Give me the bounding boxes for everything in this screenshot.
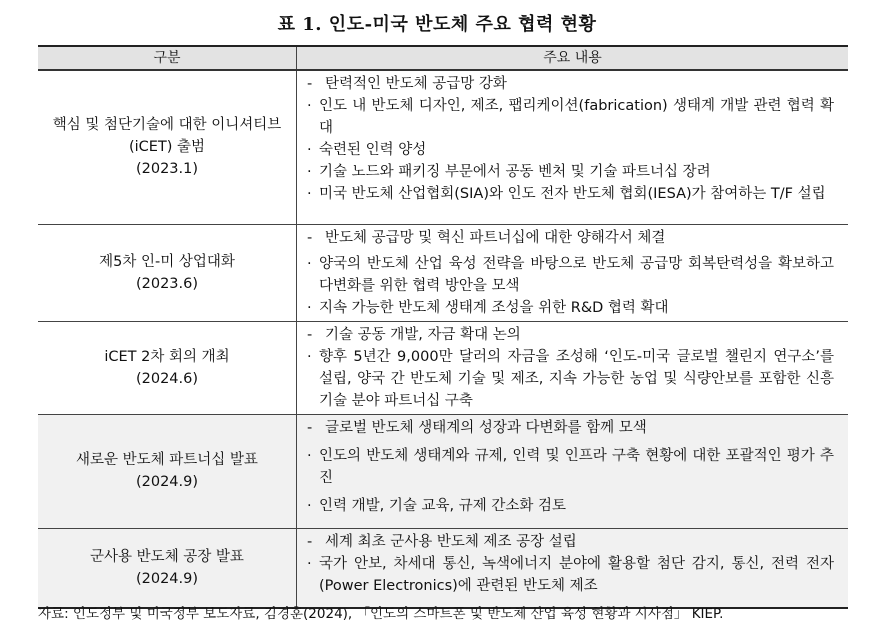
category-label: 새로운 반도체 파트너십 발표 [76,452,258,468]
row-category [38,414,297,528]
item-marker: · [307,164,312,180]
item-marker: · [307,299,312,316]
item-text: 기술 노드와 패키징 부문에서 공동 벤처 및 기술 파트너십 장려 [319,164,711,180]
table-row [38,528,848,608]
list-item [307,346,834,412]
row-category [38,321,297,414]
row-content [297,70,849,224]
item-marker: - [307,229,313,246]
table-row [38,321,848,414]
category-date: (2024.9) [135,570,199,587]
list-item [307,161,834,183]
item-marker: · [307,142,312,158]
item-text: 글로벌 반도체 생태계의 성장과 다변화를 함께 모색 [325,419,647,436]
item-marker: · [307,186,312,202]
table-title: 표 1. 인도-미국 반도체 주요 협력 현황 [277,14,597,35]
row-category [38,70,297,224]
row-content [297,321,849,414]
item-text: 세계 최초 군사용 반도체 제조 공장 설립 [325,533,577,550]
list-item [307,553,834,597]
header-content: 주요 내용 [297,46,849,70]
row-content [297,224,849,321]
item-text: 인도의 반도체 생태계와 규제, 인력 및 인프라 구축 현황에 대한 포괄적인 평가 추진 [319,447,834,486]
list-item [307,324,834,346]
item-text: 국가 안보, 차세대 통신, 녹색에너지 분야에 활용할 첨단 감지, 통신, 전력 전자(Power Electronics)에 관련된 반도체 제조 [319,555,834,594]
row-category [38,224,297,321]
list-item [307,297,834,319]
item-marker: · [307,348,312,365]
item-text: 숙련된 인력 양성 [319,142,427,158]
list-item [307,73,834,95]
item-marker: · [307,98,312,114]
category-label: 군사용 반도체 공장 발표 [90,548,244,565]
row-content [297,528,849,608]
list-item [307,445,834,489]
category-label: iCET 2차 회의 개최 [104,348,230,365]
item-marker: · [307,555,312,572]
table-row [38,70,848,224]
cooperation-table [38,45,848,609]
item-text: 인력 개발, 기술 교육, 규제 간소화 검토 [319,497,566,514]
list-item [307,139,834,161]
table-row [38,224,848,321]
item-text: 지속 가능한 반도체 생태계 조성을 위한 R&D 협력 확대 [319,299,669,316]
item-marker: · [307,447,312,464]
list-item [307,227,834,249]
item-marker: - [307,326,313,343]
category-date: (2023.1) [135,161,199,178]
list-item [307,531,834,553]
item-text: 미국 반도체 산업협회(SIA)와 인도 전자 반도체 협회(IESA)가 참여하는 T/F 설립 [319,186,826,202]
item-text: 인도 내 반도체 디자인, 제조, 팹리케이션(fabrication) 생태계 개발 관련 협력 확대 [319,98,834,136]
item-marker: - [307,533,313,550]
list-item [307,417,834,439]
item-text: 향후 5년간 9,000만 달러의 자금을 조성해 ‘인도-미국 글로벌 챌린지 연구소’를 설립, 양국 간 반도체 기술 및 제조, 지속 가능한 농업 및 식량안보를 포함한 신흥 기술 분야 파트너십 구축 [319,348,834,409]
list-item [307,95,834,139]
item-text: 기술 공동 개발, 자금 확대 논의 [325,326,521,343]
table-row [38,414,848,528]
item-text: 반도체 공급망 및 혁신 파트너십에 대한 양해각서 체결 [325,229,666,246]
item-text: 탄력적인 반도체 공급망 강화 [325,76,507,92]
row-content [297,414,849,528]
item-marker: - [307,76,313,92]
category-label: 핵심 및 첨단기술에 대한 이니셔티브(iCET) 출범 [52,117,282,156]
category-date: (2024.6) [135,370,199,387]
row-category [38,528,297,608]
category-label: 제5차 인-미 상업대화 [99,253,235,270]
list-item [307,495,834,517]
category-date: (2024.9) [135,474,199,490]
header-category: 구분 [38,46,297,70]
item-marker: · [307,497,312,514]
source-note: 자료: 인도정부 및 미국정부 보도자료, 김경훈(2024), 「인도의 스마트폰 및 반도체 산업 육성 현황과 시사점」 KIEP. [38,606,724,622]
table-header-row [38,46,848,70]
list-item [307,183,834,205]
list-item [307,253,834,297]
category-date: (2023.6) [135,275,199,292]
item-text: 양국의 반도체 산업 육성 전략을 바탕으로 반도체 공급망 회복탄력성을 확보하고 다변화를 위한 협력 방안을 모색 [319,255,834,294]
item-marker: · [307,255,312,272]
item-marker: - [307,419,313,436]
